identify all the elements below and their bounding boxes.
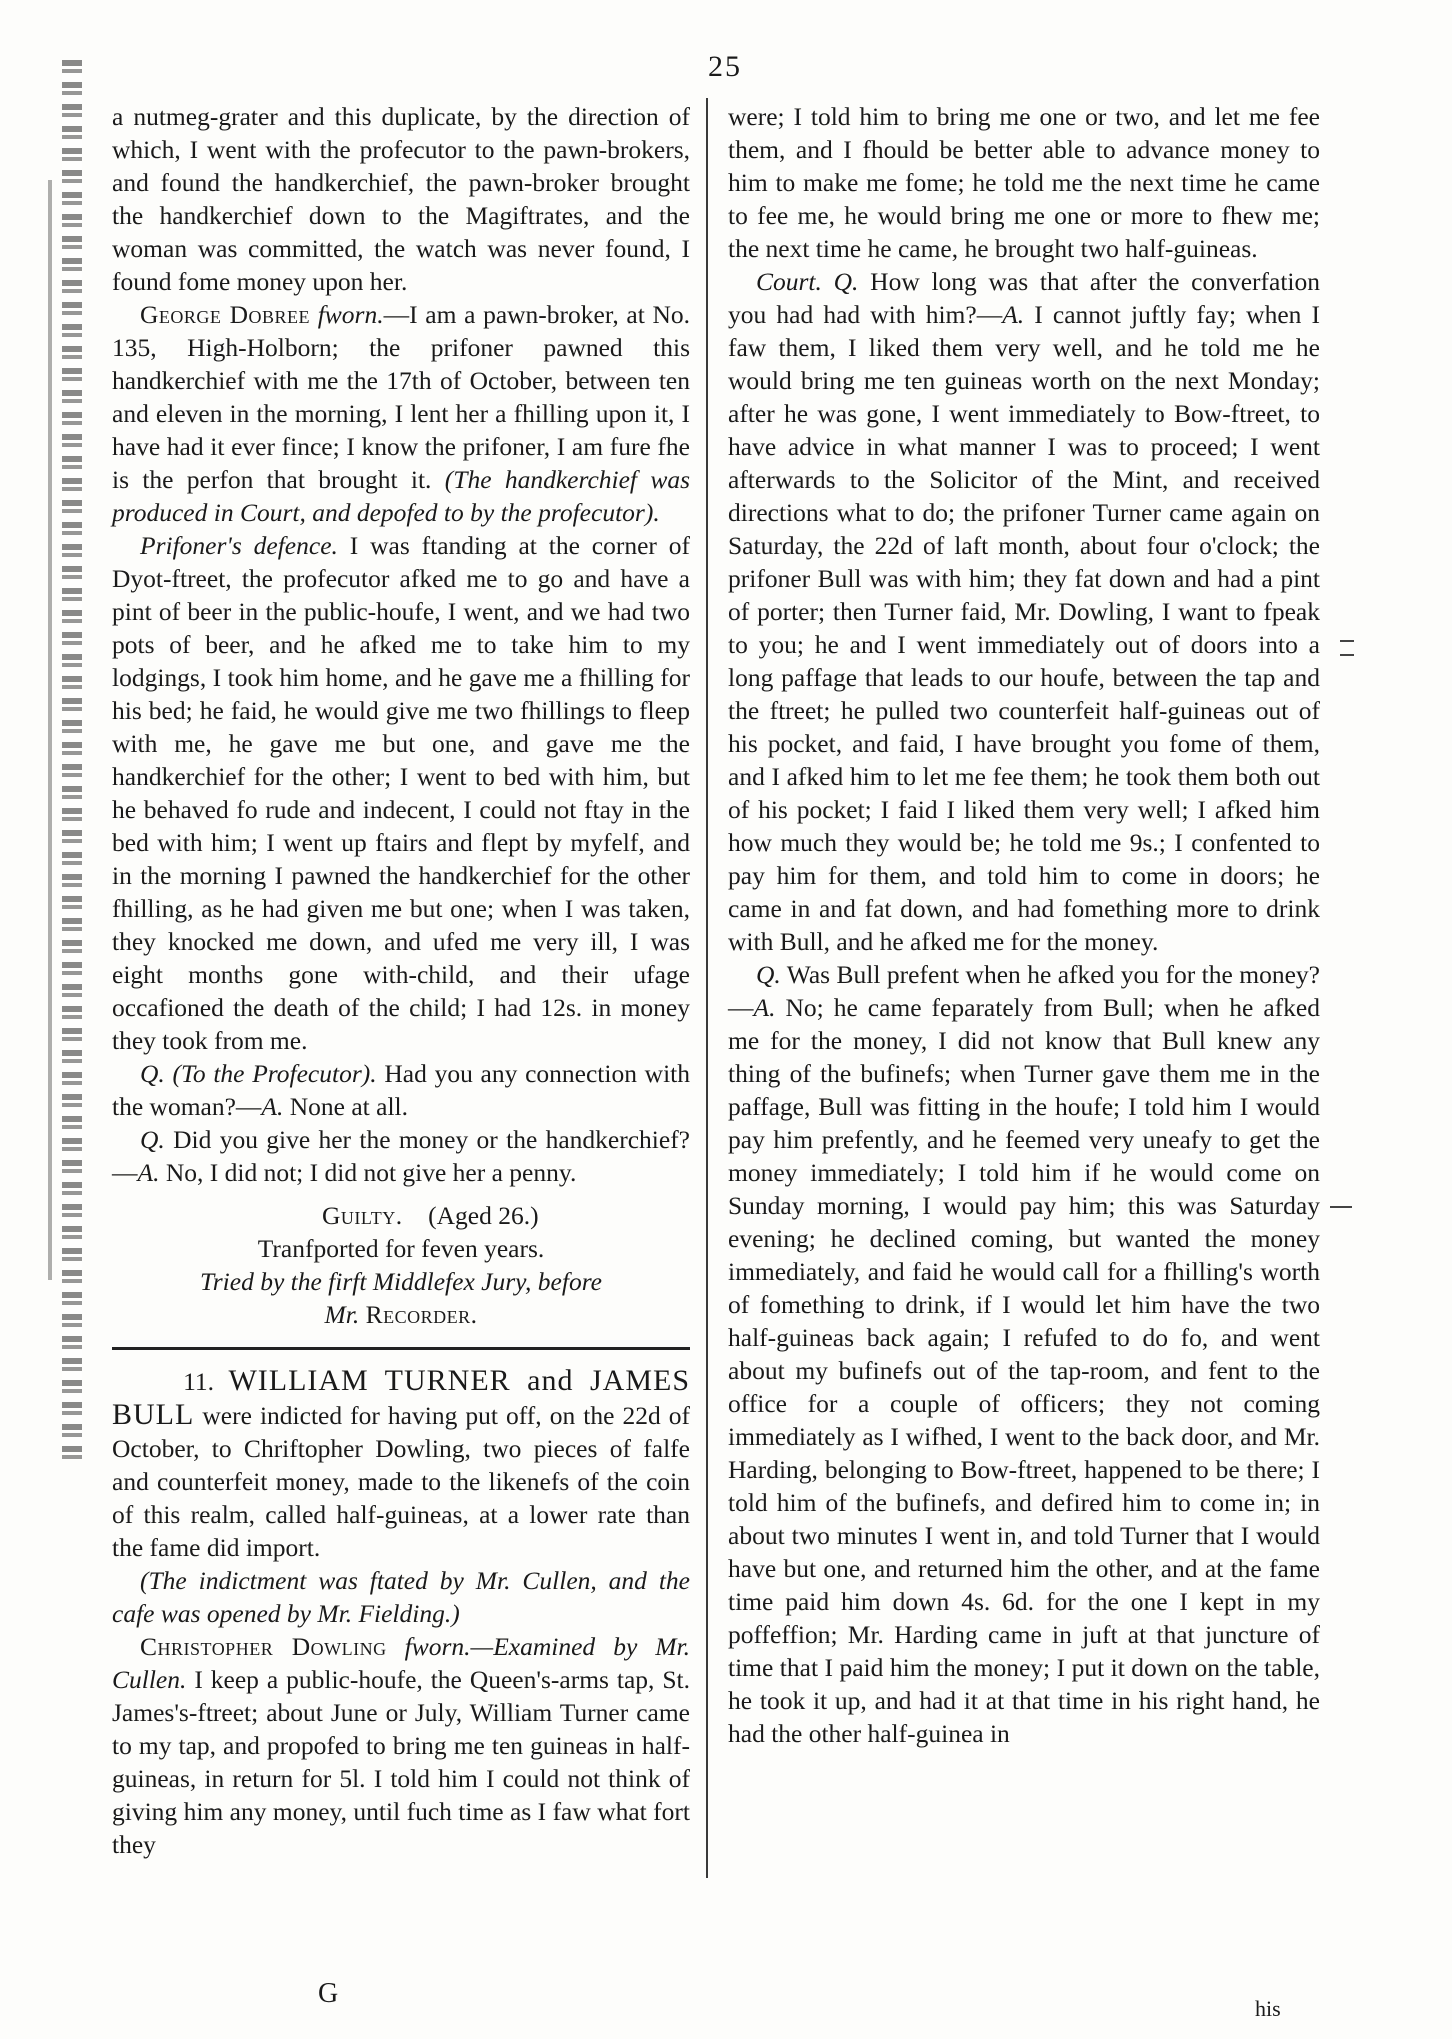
- judge-prefix: Mr.: [324, 1300, 360, 1329]
- paragraph: [112, 529, 690, 1057]
- defendant-names: WILLIAM TURNER and JAMES BULL: [112, 1364, 691, 1431]
- paragraph: [112, 1057, 690, 1123]
- answer-text: None at all.: [289, 1092, 408, 1121]
- question-text: How long was that after the converfation you had had with him?—: [728, 267, 1321, 329]
- section-rule: [112, 1347, 690, 1350]
- binding-shadow: [48, 180, 52, 1280]
- editorial-note: (To the Profecutor).: [172, 1059, 377, 1088]
- answer-marker: A.: [753, 993, 776, 1022]
- court-label: Court.: [756, 267, 822, 296]
- case-heading: [112, 1364, 690, 1564]
- right-column: [728, 100, 1320, 1750]
- age: (Aged 26.): [428, 1201, 539, 1230]
- paragraph: were; I told him to bring me one or two, and let me fee them, and I fhould be better able to advance money to him to make me fome; he told me the next time he came to fee me, he would bring me one or more to fhew me; the next time he came, he brought two half-guineas.: [728, 102, 1320, 263]
- answer-marker: A.: [1002, 300, 1025, 329]
- testimony-text: —I am a pawn-broker, at No. 135, High-Holborn; the prifoner pawned this handkerchief with me the 17th of October, between ten and eleven in the morning, I lent her a fhilling upon it, I have had it ever fince; I know the prifoner, I am fure fhe is the perfon that brought it.: [112, 300, 691, 494]
- question-marker: Q.: [756, 960, 781, 989]
- question-text: Had you any connection with the woman?—: [112, 1059, 691, 1121]
- paragraph: [728, 265, 1320, 958]
- judge-name: Recorder.: [365, 1300, 478, 1329]
- question-marker: Q.: [140, 1125, 165, 1154]
- answer-text: No; he came feparately from Bull; when he afked me for the money, I did not know that Bull knew any thing of the bufinefs; when Turner gave them me in the paffage, Bull was fitting in the houfe; I told him I would pay him prefently, and he feemed very uneafy to get the money immediately; I told him if he would come on Sunday morning, I would pay him; this was Saturday evening; he declined coming, but wanted the money immediately, and faid he would call for a fhilling's worth of fomething to drink, if I would let him have the two half-guineas back again; I refufed to do fo, and went about my bufinefs out of the tap-room, and fent to the office for a couple of officers; they not coming immediately as I wifhed, I went to the back door, and Mr. Harding, belonging to Bow-ftreet, happened to be there; I told him of the bufinefs, and defired him to come in; in about two minutes I went in, and told Turner that I would have but one, and returned him the other, and at the fame time paid him down 4s. 6d. for the one I kept in my poffeffion; Mr. Harding came in juft at that juncture of time that I paid him the money; I put it down on the table, he took it up, and had it at that time in his right hand, he had the other half-guinea in: [728, 993, 1320, 1748]
- sworn-label: fworn.: [317, 300, 384, 329]
- answer-marker: A.: [137, 1158, 160, 1187]
- defence-text: I was ftanding at the corner of Dyot-ftreet, the profecutor afked me to go and have a pint of beer in the public-houfe, I went, and we had two pots of beer, and he afked me to take him to my lodgings, I took him home, and he gave me a fhilling for his bed; he faid, he would give me two fhillings to fleep with me, he gave me but one, and gave me the handkerchief for the other; I went to bed with him, but he behaved fo rude and indecent, I could not ftay in the bed with him; I went up ftairs and flept by myfelf, and in the morning I pawned the handkerchief for the other fhilling, as he had given me but one; when I was taken, they knocked me down, and ufed me very ill, I was eight months gone with-child, and their ufage occafioned the death of the child; I had 12s. in money they took from me.: [112, 531, 691, 1055]
- question-marker: Q.: [140, 1059, 165, 1088]
- answer-marker: A.: [261, 1092, 284, 1121]
- column-divider: [706, 98, 708, 1878]
- question-marker: Q.: [833, 267, 859, 296]
- catchword: his: [1255, 1996, 1281, 2021]
- paragraph: [112, 1630, 690, 1861]
- judge-line: [112, 1298, 690, 1331]
- answer-text: No, I did not; I did not give her a penny.: [165, 1158, 577, 1187]
- editorial-note: (The indictment was ftated by Mr. Cullen, and the cafe was opened by Mr. Fielding.): [112, 1566, 690, 1628]
- paragraph: [112, 1123, 690, 1189]
- left-column: [112, 100, 690, 1861]
- indictment-text: were indicted for having put off, on the 22d of October, to Chriftopher Dowling, two pieces of falfe and counterfeit money, made to the likenefs of the coin of this realm, called half-guineas, at a lower rate than the fame did import.: [112, 1401, 690, 1562]
- question-text: Was Bull prefent when he afked you for the money?—: [728, 960, 1321, 1022]
- answer-text: I cannot juftly fay; when I faw them, I liked them very well, and he told me he would bring me ten guineas worth on the next Monday; after he was gone, I went immediately to Bow-ftreet, to have advice in what manner I was to proceed; I went afterwards to the Solicitor of the Mint, and received directions what to do; the prifoner Turner came again on Saturday, the 22d of laft month, about four o'clock; the prifoner Bull was with him; they fat down and had a pint of porter; then Turner faid, Mr. Dowling, I want to fpeak to you; he and I went immediately out of doors into a long paffage that leads to our houfe, between the tap and the ftreet; he pulled two counterfeit half-guineas out of his pocket, and faid, I have brought you fome of them, and I afked him to let me fee them; he took them both out of his pocket; I faid I liked them very well; I afked him how much they would be; he told me 9s.; I confented to pay him for them, and told him to come in doors; he came in and fat down, and had fomething more to drink with Bull, and he afked me for the money.: [728, 300, 1320, 956]
- sworn-label: fworn.—Examined by Mr. Cullen.: [112, 1632, 691, 1694]
- paragraph: a nutmeg-grater and this duplicate, by the direction of which, I went with the profecutor to the pawn-brokers, and found the handkerchief, the pawn-broker brought the handkerchief down to the Magiftrates, and the woman was committed, the watch was never found, I found fome money upon her.: [112, 102, 690, 296]
- case-number: 11.: [183, 1367, 215, 1396]
- question-text: Did you give her the money or the handkerchief?—: [112, 1125, 691, 1187]
- margin-mark: [1340, 640, 1354, 656]
- tried-line: Tried by the firft Middlefex Jury, before: [199, 1267, 602, 1296]
- editorial-note: (The handkerchief was produced in Court, and depofed to by the profecutor).: [112, 465, 691, 527]
- signature-mark: G: [318, 1978, 339, 2009]
- sentence: Tranfported for feven years.: [257, 1234, 545, 1263]
- binding-edge: [62, 60, 82, 1460]
- witness-name: Christopher Dowling: [140, 1632, 387, 1661]
- testimony-text: I keep a public-houfe, the Queen's-arms tap, St. James's-ftreet; about June or July, William Turner came to my tap, and propofed to bring me ten guineas in half-guineas, in return for 5l. I told him I could not think of giving him any money, until fuch time as I faw what fort they: [112, 1665, 691, 1859]
- verdict-line: [112, 1199, 690, 1232]
- witness-name: George Dobree: [140, 300, 310, 329]
- paragraph: [112, 298, 690, 529]
- margin-mark: [1330, 1206, 1352, 1208]
- verdict: Guilty.: [322, 1201, 403, 1230]
- verdict-block: [112, 1199, 690, 1331]
- page-number: 25: [708, 50, 742, 83]
- paragraph: [728, 958, 1320, 1750]
- defence-label: Prifoner's defence.: [140, 531, 338, 560]
